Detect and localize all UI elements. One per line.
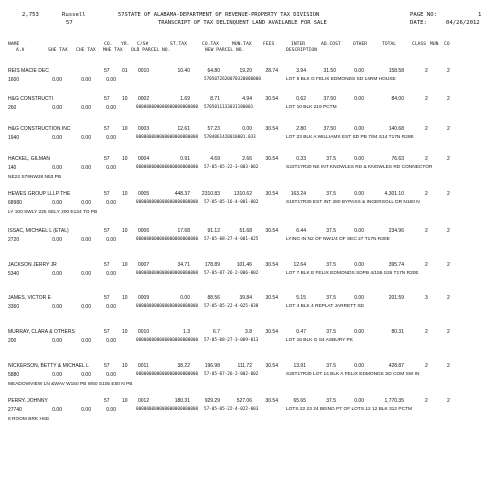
old-parcel-number: 000000000000000000000000 bbox=[136, 407, 199, 412]
cs-number: 0010 bbox=[138, 329, 150, 335]
state-tax: 180.31 bbox=[174, 398, 190, 404]
legal-description: LOTS 22 23 24 BEING PT OF LOTS 12 12 BLK 312 PCTM bbox=[286, 407, 413, 412]
mhe-tax: 0.00 bbox=[106, 271, 116, 277]
year-cell: 10 bbox=[122, 156, 128, 162]
class-code: 2 bbox=[425, 96, 428, 102]
legal-description-cont: LY 100 SWLY 225 SELY 200 E134 TO PB bbox=[8, 210, 98, 215]
class-code: 2 bbox=[425, 68, 428, 74]
assessed-value: 68980 bbox=[8, 200, 22, 206]
col-old-parcel: OLD PARCEL NO. bbox=[131, 48, 171, 53]
other-charges: 0.00 bbox=[354, 126, 364, 132]
she-tax: 0.00 bbox=[52, 237, 62, 243]
county-cell: 57 bbox=[104, 262, 110, 268]
interest: 0.33 bbox=[296, 156, 306, 162]
col-av: A.V bbox=[16, 48, 25, 53]
mun-code: 2 bbox=[447, 262, 450, 268]
county-cell: 57 bbox=[104, 329, 110, 335]
county-cell: 57 bbox=[104, 68, 110, 74]
state-tax: 38.22 bbox=[177, 363, 190, 369]
old-parcel-number: 000000000000000000000000 bbox=[136, 372, 199, 377]
ad-cost: 37.5 bbox=[326, 329, 336, 335]
cs-number: 0009 bbox=[138, 295, 150, 301]
cs-number: 0005 bbox=[138, 191, 150, 197]
ad-cost: 37.50 bbox=[323, 126, 336, 132]
year-cell: 10 bbox=[122, 191, 128, 197]
che-tax: 0.00 bbox=[81, 105, 91, 111]
other-charges: 0.00 bbox=[354, 191, 364, 197]
county-tax: 178.89 bbox=[204, 262, 220, 268]
state-tax: 17.68 bbox=[177, 228, 190, 234]
interest: 3.94 bbox=[296, 68, 306, 74]
year-cell: 10 bbox=[122, 398, 128, 404]
ad-cost: 37.5 bbox=[326, 398, 336, 404]
old-parcel-number: 000000000000000000000000 bbox=[136, 304, 199, 309]
class-code: 2 bbox=[425, 228, 428, 234]
che-tax: 0.00 bbox=[81, 271, 91, 277]
county-cell: 57 bbox=[104, 398, 110, 404]
she-tax: 0.00 bbox=[52, 77, 62, 83]
col-yr: YR. bbox=[121, 42, 130, 47]
assessed-value: 3360 bbox=[8, 304, 20, 310]
che-tax: 0.00 bbox=[81, 77, 91, 83]
owner-name: H&G CONSTRUCTION INC bbox=[8, 126, 71, 132]
total-due: 84.00 bbox=[391, 96, 404, 102]
col-ad-cost: AD.COST bbox=[321, 42, 341, 47]
state-tax: 448.37 bbox=[174, 191, 190, 197]
cs-number: 0011 bbox=[138, 363, 149, 369]
col-she-tax: SHE TAX bbox=[48, 48, 68, 53]
other-charges: 0.00 bbox=[354, 295, 364, 301]
col-class: CLASS bbox=[412, 42, 427, 47]
ad-cost: 37.5 bbox=[326, 228, 336, 234]
interest: 0.62 bbox=[296, 96, 306, 102]
legal-description: S22T17R30 NE INT KNOWLES RD & KNOWLES RD CONNECTOR bbox=[286, 165, 433, 170]
col-mun: MUN bbox=[430, 42, 439, 47]
ad-cost: 37.50 bbox=[323, 96, 336, 102]
total-due: 158.58 bbox=[388, 68, 404, 74]
county-cell: 57 bbox=[104, 295, 110, 301]
cs-number: 0012 bbox=[138, 398, 150, 404]
total-due: 201.59 bbox=[388, 295, 404, 301]
county-tax: 64.80 bbox=[207, 68, 220, 74]
county-cell: 57 bbox=[104, 228, 110, 234]
che-tax: 0.00 bbox=[81, 200, 91, 206]
new-parcel-number: 57-05-08-27-4-001-025 bbox=[204, 237, 259, 242]
new-parcel-number: 57-05-05-22-4-022-003 bbox=[204, 407, 259, 412]
interest: 2.80 bbox=[296, 126, 306, 132]
owner-name: ISSAC, MICHAEL L (ETAL) bbox=[8, 228, 69, 234]
county-tax: 8.71 bbox=[210, 96, 220, 102]
ad-cost: 37.5 bbox=[326, 262, 336, 268]
col-other: OTHER bbox=[353, 42, 368, 47]
che-tax: 0.00 bbox=[81, 338, 91, 344]
county-tax: 2310.83 bbox=[201, 191, 220, 197]
class-code: 2 bbox=[425, 126, 428, 132]
municipal-tax: 4.94 bbox=[242, 96, 252, 102]
interest: 13.91 bbox=[293, 363, 306, 369]
page-label: PAGE NO: bbox=[410, 12, 437, 18]
report-title: 57STATE OF ALABAMA-DEPARTMENT OF REVENUE-PROPERTY TAX DIVISION bbox=[118, 12, 320, 18]
assessed-value: 200 bbox=[8, 338, 17, 344]
col-mun-tax: MUN.TAX bbox=[232, 42, 252, 47]
ad-cost: 37.5 bbox=[326, 363, 336, 369]
col-description: DESCRIPTION bbox=[286, 48, 317, 53]
municipal-tax: 527.06 bbox=[236, 398, 252, 404]
old-parcel-number: 000000000000000000000000 bbox=[136, 271, 199, 276]
mhe-tax: 0.00 bbox=[106, 372, 116, 378]
mun-code: 2 bbox=[447, 191, 450, 197]
mhe-tax: 0.00 bbox=[106, 105, 116, 111]
owner-name: HEWES GROUP LLLP THE bbox=[8, 191, 71, 197]
che-tax: 0.00 bbox=[81, 135, 91, 141]
other-charges: 0.00 bbox=[354, 329, 364, 335]
ad-cost: 31.50 bbox=[323, 68, 336, 74]
new-parcel-number: 5705072620070320000000 bbox=[204, 77, 261, 82]
cs-number: 0006 bbox=[138, 228, 150, 234]
owner-name: PERRY, JOHNNY bbox=[8, 398, 48, 404]
municipal-tax: 111.72 bbox=[237, 363, 252, 369]
col-co-tax: CO.TAX bbox=[202, 42, 219, 47]
new-parcel-number: 57-05-07-26-2-006-002 bbox=[204, 271, 259, 276]
other-charges: 0.00 bbox=[354, 156, 364, 162]
ad-cost: 37.5 bbox=[326, 295, 336, 301]
other-charges: 0.00 bbox=[354, 228, 364, 234]
owner-name: REIS MACIE DEC bbox=[8, 68, 49, 74]
legal-description: S26T17R30 LOT 14 BLK A FELIX EDMONDS SD COM SW IN bbox=[286, 372, 420, 377]
she-tax: 0.00 bbox=[52, 105, 62, 111]
year-cell: 10 bbox=[122, 96, 128, 102]
old-parcel-number: 000000000000000000000000 bbox=[136, 237, 199, 242]
county-tax: 91.12 bbox=[207, 228, 220, 234]
legal-description-cont: 8 ROOM BRK HSE bbox=[8, 417, 50, 422]
interest: 5.15 bbox=[296, 295, 306, 301]
legal-description: LOT 16 BLK G S4 ASBURY PK bbox=[286, 338, 353, 343]
county-tax: 4.69 bbox=[210, 156, 220, 162]
total-due: 4,301.10 bbox=[384, 191, 404, 197]
year-cell: 10 bbox=[122, 363, 128, 369]
new-parcel-number: 57-05-05-22-4-025-038 bbox=[204, 304, 259, 309]
she-tax: 0.00 bbox=[52, 271, 62, 277]
record-number: 2,753 bbox=[22, 12, 39, 18]
year-cell: 10 bbox=[122, 295, 128, 301]
state-tax: 0.91 bbox=[180, 156, 190, 162]
mun-code: 2 bbox=[447, 156, 450, 162]
date-label: DATE: bbox=[410, 20, 427, 26]
che-tax: 0.00 bbox=[81, 372, 91, 378]
mhe-tax: 0.00 bbox=[106, 338, 116, 344]
class-code: 3 bbox=[425, 295, 428, 301]
ad-cost: 37.5 bbox=[326, 156, 336, 162]
class-code: 2 bbox=[425, 363, 428, 369]
municipal-tax: 0.00 bbox=[242, 126, 252, 132]
total-due: 428.87 bbox=[388, 363, 404, 369]
state-tax: 1.69 bbox=[180, 96, 190, 102]
year-cell: 01 bbox=[122, 68, 128, 74]
assessed-value: 1940 bbox=[8, 135, 20, 141]
county-code: 57 bbox=[66, 20, 73, 26]
state-tax: 10.40 bbox=[177, 68, 190, 74]
interest: 6.44 bbox=[296, 228, 306, 234]
state-tax: 0.00 bbox=[180, 295, 190, 301]
legal-description: LOT 4 BLK 4 REPLAT JARRETT SD bbox=[286, 304, 365, 309]
other-charges: 0.00 bbox=[354, 363, 364, 369]
old-parcel-number: 000000000000000000000000 bbox=[136, 105, 199, 110]
municipal-tax: 3.8 bbox=[245, 329, 252, 335]
report-subtitle: TRANSCRIPT OF TAX DELINQUENT LAND AVAILABLE FOR SALE bbox=[158, 20, 327, 26]
year-cell: 10 bbox=[122, 329, 128, 335]
assessed-value: 260 bbox=[8, 105, 17, 111]
mun-code: 2 bbox=[447, 96, 450, 102]
total-due: 80.31 bbox=[391, 329, 404, 335]
fees: 30.54 bbox=[265, 295, 278, 301]
new-parcel-number: 57-05-08-27-3-009-013 bbox=[204, 338, 259, 343]
col-total: TOTAL bbox=[382, 42, 397, 47]
total-due: 76.63 bbox=[391, 156, 404, 162]
new-parcel-number: 5704061420010001.033 bbox=[204, 135, 256, 140]
cs-number: 0007 bbox=[138, 262, 150, 268]
new-parcel-number: 5705011133031180001 bbox=[204, 105, 254, 110]
assessed-value: 140 bbox=[8, 165, 17, 171]
col-mhe-tax: MHE TAX bbox=[103, 48, 123, 53]
assessed-value: 5340 bbox=[8, 271, 20, 277]
assessed-value: 2720 bbox=[8, 237, 20, 243]
year-cell: 10 bbox=[122, 262, 128, 268]
municipal-tax: 39.84 bbox=[239, 295, 252, 301]
table-row bbox=[0, 157, 495, 195]
cs-number: 0004 bbox=[138, 156, 150, 162]
she-tax: 0.00 bbox=[52, 372, 62, 378]
mhe-tax: 0.00 bbox=[106, 237, 116, 243]
state-tax: 12.61 bbox=[177, 126, 190, 132]
old-parcel-number: 000000000000000000000000 bbox=[136, 200, 199, 205]
total-due: 395.74 bbox=[388, 262, 404, 268]
assessed-value: 27740 bbox=[8, 407, 22, 413]
class-code: 2 bbox=[425, 262, 428, 268]
new-parcel-number: 57-05-05-16-4-001-002 bbox=[204, 200, 259, 205]
assessed-value: 1600 bbox=[8, 77, 20, 83]
mhe-tax: 0.00 bbox=[106, 135, 116, 141]
owner-name: H&G CONSTRUCTI bbox=[8, 96, 53, 102]
county-tax: 929.29 bbox=[204, 398, 220, 404]
she-tax: 0.00 bbox=[52, 407, 62, 413]
she-tax: 0.00 bbox=[52, 165, 62, 171]
interest: 0.47 bbox=[296, 329, 306, 335]
assessed-value: 5880 bbox=[8, 372, 20, 378]
cs-number: 0010 bbox=[138, 68, 150, 74]
county-name: Russell bbox=[62, 12, 86, 18]
col-st-tax: ST.TAX bbox=[170, 42, 187, 47]
mun-code: 2 bbox=[447, 228, 450, 234]
table-row bbox=[0, 364, 495, 402]
municipal-tax: 2.66 bbox=[242, 156, 252, 162]
county-cell: 57 bbox=[104, 363, 110, 369]
county-tax: 6.7 bbox=[213, 329, 220, 335]
fees: 28.74 bbox=[265, 68, 278, 74]
state-tax: 34.71 bbox=[177, 262, 190, 268]
municipal-tax: 19.20 bbox=[239, 68, 252, 74]
col-county: CO bbox=[444, 42, 450, 47]
che-tax: 0.00 bbox=[81, 304, 91, 310]
she-tax: 0.00 bbox=[52, 304, 62, 310]
col-cs: C/S# bbox=[137, 42, 149, 47]
county-tax: 196.98 bbox=[204, 363, 220, 369]
col-fees: FEES bbox=[263, 42, 275, 47]
county-cell: 57 bbox=[104, 191, 110, 197]
fees: 30.54 bbox=[265, 191, 278, 197]
col-che-tax: CHE TAX bbox=[76, 48, 96, 53]
legal-description: LOT 7 BLK E FELIX EDMONDS SDPB 4/155 S26 T17N R30E bbox=[286, 271, 419, 276]
table-row bbox=[0, 192, 495, 230]
mhe-tax: 0.00 bbox=[106, 77, 116, 83]
interest: 65.65 bbox=[293, 398, 306, 404]
mun-code: 2 bbox=[447, 68, 450, 74]
page-number: 1 bbox=[478, 12, 482, 18]
county-cell: 57 bbox=[104, 156, 110, 162]
col-new-parcel: NEW PARCEL NO. bbox=[205, 48, 245, 53]
municipal-tax: 101.46 bbox=[236, 262, 252, 268]
year-cell: 10 bbox=[122, 126, 128, 132]
owner-name: HACKEL, GILMAN bbox=[8, 156, 50, 162]
col-inter: INTER bbox=[291, 42, 306, 47]
legal-description: LOT 5 BLK G FELIX EDMONDS SD 14RM HOUSE bbox=[286, 77, 396, 82]
she-tax: 0.00 bbox=[52, 135, 62, 141]
report-date: 04/26/2012 bbox=[446, 20, 480, 26]
owner-name: NICKERSON, BETTY & MICHAEL L bbox=[8, 363, 89, 369]
new-parcel-number: 57-05-05-22-3-003-002 bbox=[204, 165, 259, 170]
table-row bbox=[0, 399, 495, 437]
mun-code: 2 bbox=[447, 126, 450, 132]
owner-name: JAMES, VICTOR E bbox=[8, 295, 51, 301]
interest: 163.24 bbox=[290, 191, 306, 197]
fees: 30.54 bbox=[265, 363, 278, 369]
total-due: 140.68 bbox=[388, 126, 404, 132]
other-charges: 0.00 bbox=[354, 262, 364, 268]
legal-description: LOT 23 BLK A WILLIAMS EST SD PB 7/84 S14 T17N R29E bbox=[286, 135, 414, 140]
county-cell: 57 bbox=[104, 126, 110, 132]
fees: 30.54 bbox=[265, 156, 278, 162]
legal-description: LYING IN N2 OF NW1/4 OF SEC 27 T17N R30E bbox=[286, 237, 390, 242]
owner-name: JACKSON JERRY JR bbox=[8, 262, 57, 268]
total-due: 234.96 bbox=[388, 228, 404, 234]
class-code: 2 bbox=[425, 398, 428, 404]
old-parcel-number: 000000000000000000000000 bbox=[136, 135, 199, 140]
legal-description-cont: MEADOWVIEW LN &WAV W150 PB W50 S105 E50 N PB bbox=[8, 382, 133, 387]
che-tax: 0.00 bbox=[81, 237, 91, 243]
total-due: 1,770.35 bbox=[384, 398, 404, 404]
county-tax: 57.23 bbox=[207, 126, 220, 132]
old-parcel-number: 000000000000000000000000 bbox=[136, 165, 199, 170]
owner-name: MURRAY, CLARA & OTHERS bbox=[8, 329, 75, 335]
col-co: CO. bbox=[104, 42, 113, 47]
mhe-tax: 0.00 bbox=[106, 165, 116, 171]
col-name: NAME bbox=[8, 42, 20, 47]
municipal-tax: 51.68 bbox=[239, 228, 252, 234]
mun-code: 2 bbox=[447, 363, 450, 369]
cs-number: 0002 bbox=[138, 96, 150, 102]
che-tax: 0.00 bbox=[81, 407, 91, 413]
fees: 30.54 bbox=[265, 262, 278, 268]
legal-description: S16T17R30 EST INT 280 BYPASS & INGERSOLL DR N150 N bbox=[286, 200, 420, 205]
mhe-tax: 0.00 bbox=[106, 200, 116, 206]
class-code: 2 bbox=[425, 329, 428, 335]
municipal-tax: 1310.62 bbox=[233, 191, 252, 197]
legal-description-cont: NE22 S79NW28 N53 PB bbox=[8, 175, 62, 180]
class-code: 2 bbox=[425, 156, 428, 162]
new-parcel-number: 57-05-07-26-2-002-002 bbox=[204, 372, 259, 377]
mun-code: 2 bbox=[447, 398, 450, 404]
mun-code: 2 bbox=[447, 295, 450, 301]
other-charges: 0.00 bbox=[354, 398, 364, 404]
old-parcel-number: 000000000000000000000000 bbox=[136, 338, 199, 343]
fees: 30.54 bbox=[265, 96, 278, 102]
interest: 12.64 bbox=[293, 262, 306, 268]
other-charges: 0.00 bbox=[354, 96, 364, 102]
mun-code: 2 bbox=[447, 329, 450, 335]
class-code: 2 bbox=[425, 191, 428, 197]
county-tax: 88.56 bbox=[207, 295, 220, 301]
county-cell: 57 bbox=[104, 96, 110, 102]
year-cell: 10 bbox=[122, 228, 128, 234]
she-tax: 0.00 bbox=[52, 338, 62, 344]
state-tax: 1.3 bbox=[183, 329, 190, 335]
legal-description: LOT 10 BLK 219 PCTM bbox=[286, 105, 337, 110]
fees: 30.54 bbox=[265, 126, 278, 132]
cs-number: 0003 bbox=[138, 126, 150, 132]
che-tax: 0.00 bbox=[81, 165, 91, 171]
mhe-tax: 0.00 bbox=[106, 407, 116, 413]
mhe-tax: 0.00 bbox=[106, 304, 116, 310]
fees: 30.54 bbox=[265, 228, 278, 234]
she-tax: 0.00 bbox=[52, 200, 62, 206]
other-charges: 0.00 bbox=[354, 68, 364, 74]
fees: 30.54 bbox=[265, 398, 278, 404]
fees: 30.54 bbox=[265, 329, 278, 335]
ad-cost: 37.5 bbox=[326, 191, 336, 197]
